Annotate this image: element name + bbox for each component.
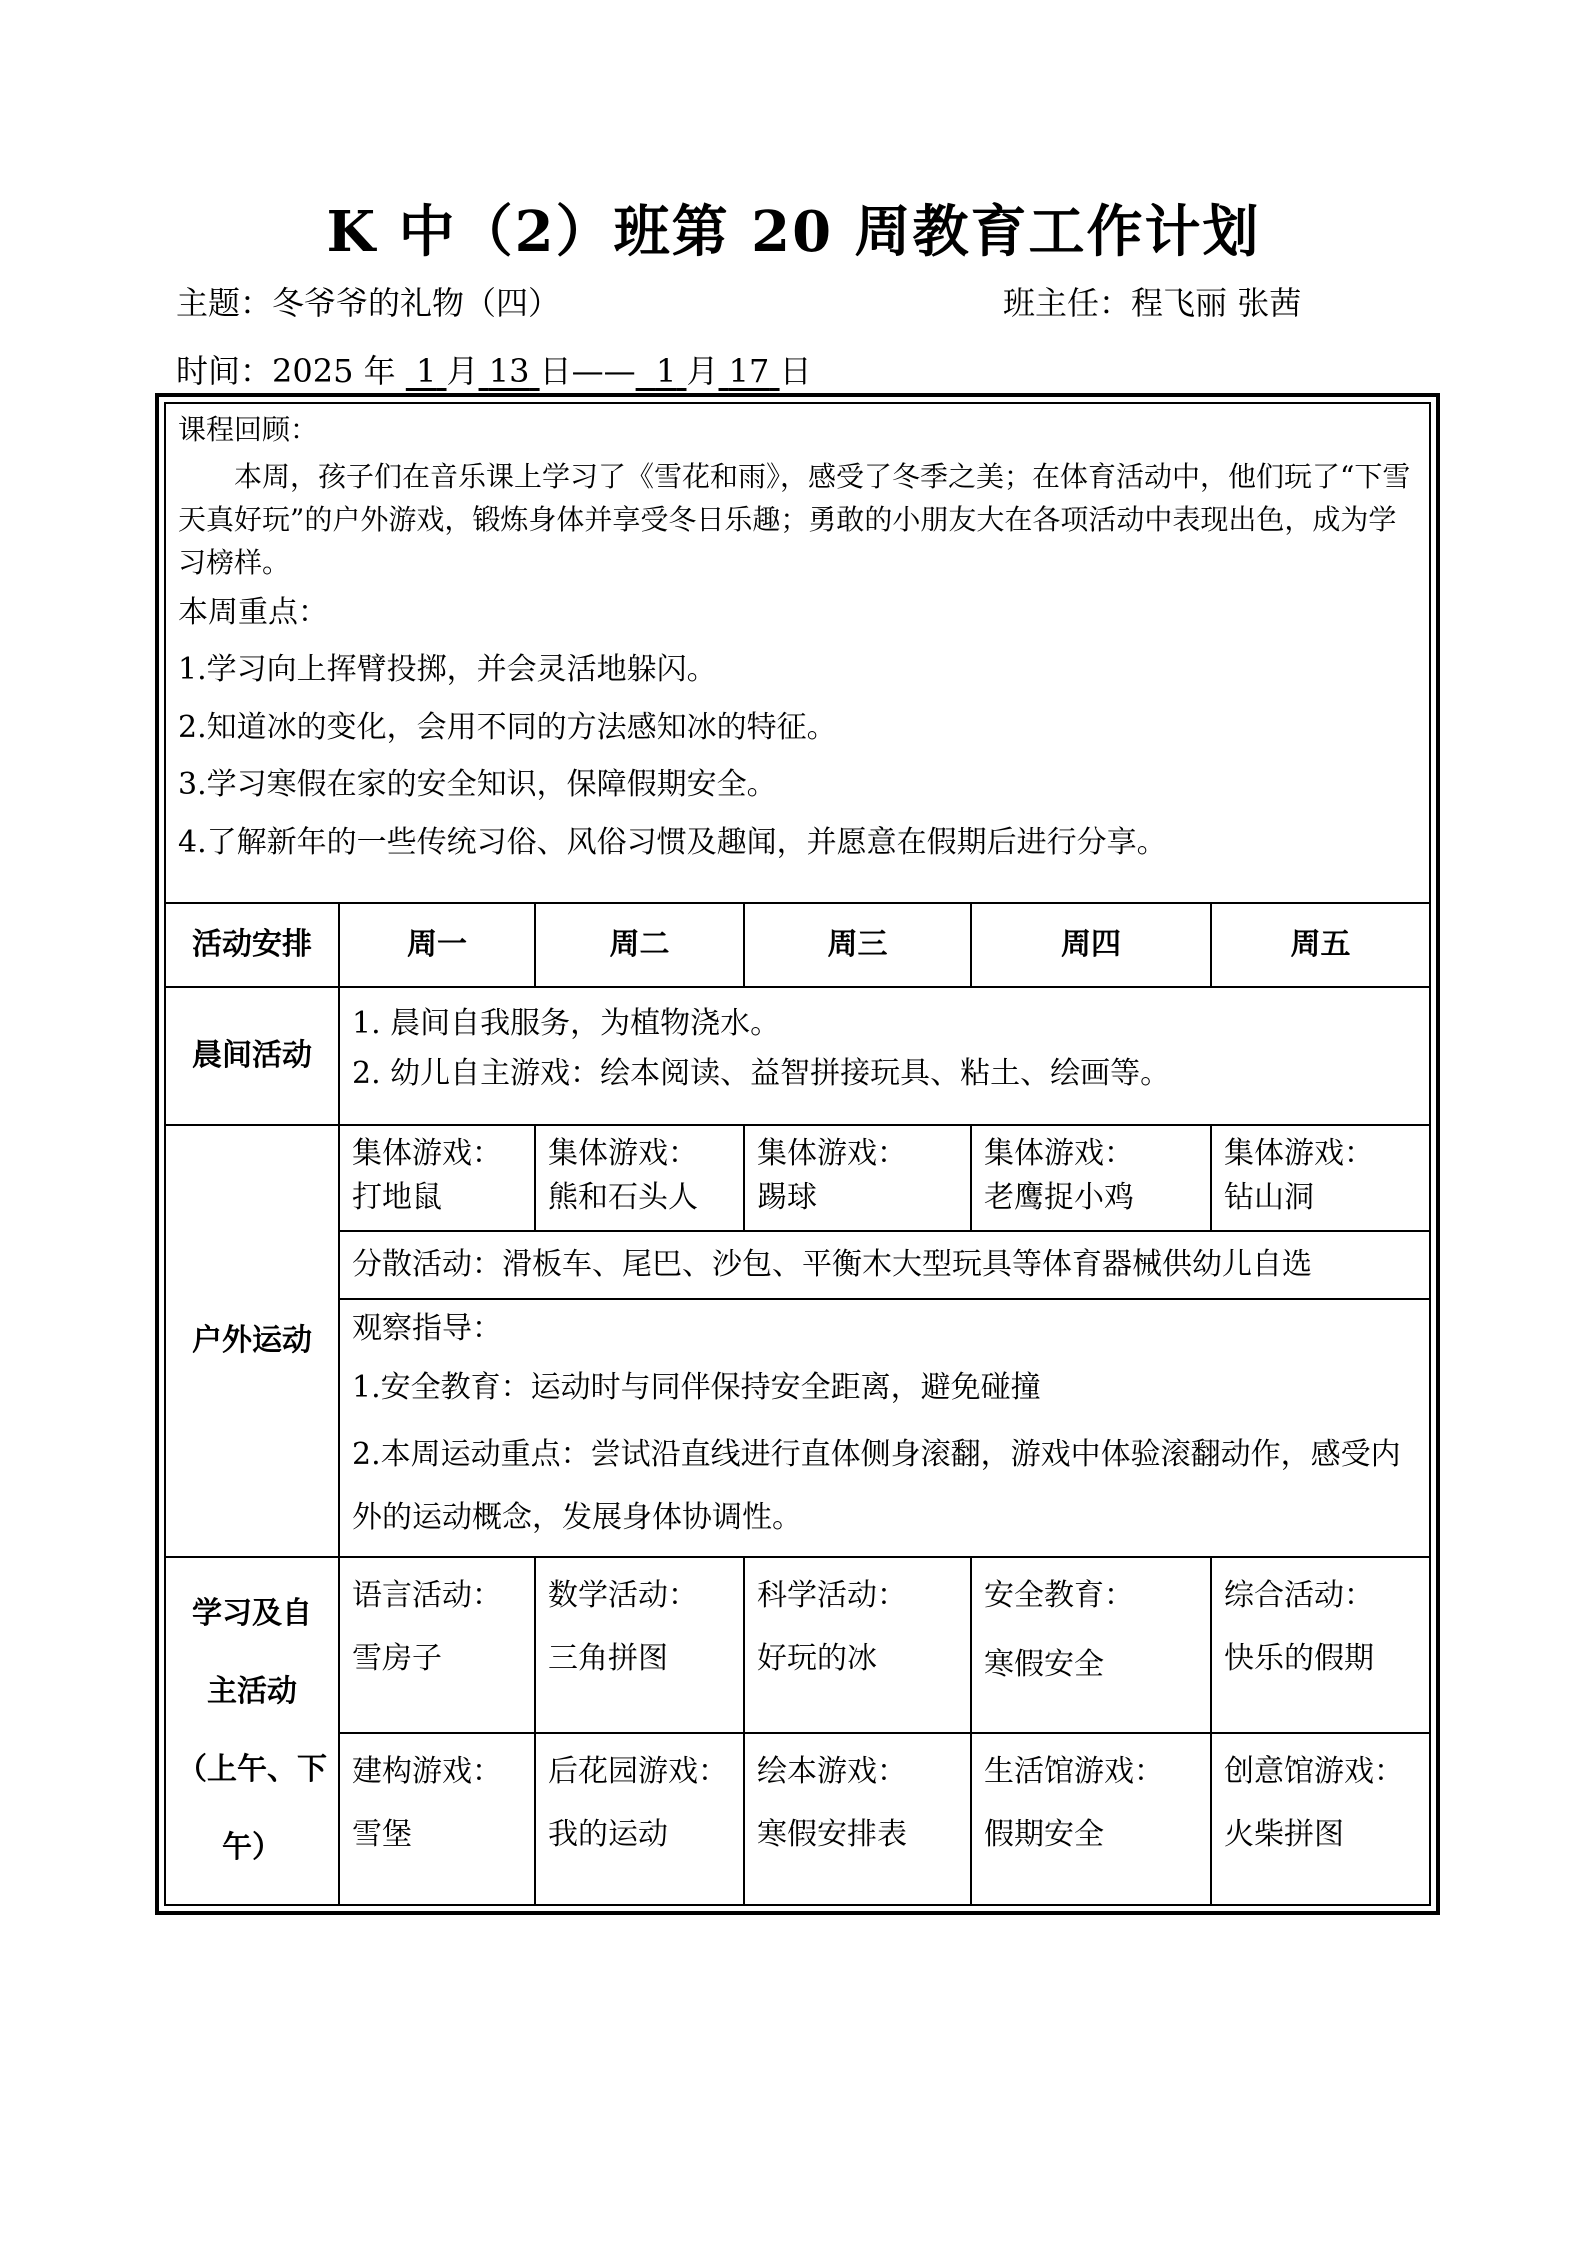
end-month-value: 1 [655,352,677,390]
day-char-2: 日 [779,352,812,390]
learning-label-line-4: 午） [222,1830,282,1865]
page-title: K 中（2）班第 20 周教育工作计划 [326,199,1261,265]
theme-value: 冬爷爷的礼物（四） [272,284,561,322]
group-game-name: 老鹰捉小鸡 [984,1179,1134,1215]
month-char-1: 月 [446,352,479,390]
group-game-mon [338,1124,536,1232]
group-game-name: 打地鼠 [352,1179,442,1215]
activity-name: 假期安全 [984,1817,1104,1852]
activity-type: 生活馆游戏： [984,1754,1164,1789]
morning-label: 晨间活动 [164,986,340,1126]
group-game-wed [743,1124,972,1232]
day-monday: 周一 [338,902,536,988]
activity-type: 创意馆游戏： [1224,1754,1404,1789]
focus-heading: 本周重点： [178,594,328,630]
guidance-heading: 观察指导： [352,1311,502,1346]
month-char-2: 月 [686,352,719,390]
group-game-name: 熊和石头人 [548,1179,698,1215]
group-game-thu [970,1124,1212,1232]
scattered-activity: 分散活动：滑板车、尾巴、沙包、平衡木大型玩具等体育器械供幼儿自选 [338,1230,1431,1300]
start-month [406,352,447,390]
review-focus-cell [164,402,1431,904]
group-game-type: 集体游戏： [352,1136,502,1171]
teacher-value: 程飞丽 张茜 [1131,284,1302,322]
day-char-1: 日 [539,352,572,390]
group-game-type: 集体游戏： [1224,1136,1374,1171]
header-activity-label: 活动安排 [164,902,340,988]
activity-name: 好玩的冰 [757,1641,877,1676]
group-game-fri [1210,1124,1431,1232]
activity-name: 寒假安全 [984,1647,1104,1682]
end-day [719,352,780,390]
group-game-name: 踢球 [757,1179,817,1215]
date-dash: —— [571,352,636,390]
game-activity-wed [743,1732,972,1906]
activity-type: 建构游戏： [352,1754,502,1789]
group-game-tue [534,1124,745,1232]
learning-label-line-2: 主活动 [207,1674,297,1709]
group-game-type: 集体游戏： [984,1136,1134,1171]
day-friday: 周五 [1210,902,1431,988]
start-day [479,352,540,390]
outdoor-label: 户外运动 [164,1124,340,1558]
guidance-item-2: 2.本周运动重点：尝试沿直线进行直体侧身滚翻，游戏中体验滚翻动作，感受内外的运动概念，发展身体协调性。 [352,1437,1401,1535]
end-day-value: 17 [728,352,770,390]
activity-type: 综合活动： [1224,1578,1374,1613]
year: 2025 年 [272,352,396,390]
game-activity-thu [970,1732,1212,1906]
activity-type: 后花园游戏： [548,1754,728,1789]
focus-item-3: 3.学习寒假在家的安全知识，保障假期安全。 [178,767,777,803]
activity-name: 雪房子 [352,1641,442,1676]
learning-activity-wed [743,1556,972,1734]
learning-label-line-3: （上午、下 [177,1752,327,1787]
group-game-type: 集体游戏： [757,1136,907,1171]
start-month-value: 1 [415,352,437,390]
activity-type: 科学活动： [757,1578,907,1613]
learning-label-line-1: 学习及自 [192,1596,312,1631]
game-activity-fri [1210,1732,1431,1906]
learning-activity-fri [1210,1556,1431,1734]
learning-activity-tue [534,1556,745,1734]
review-text: 本周，孩子们在音乐课上学习了《雪花和雨》，感受了冬季之美；在体育活动中，他们玩了“下雪天真好玩”的户外游戏，锻炼身体并享受冬日乐趣；勇敢的小朋友大在各项活动中表现出色，成为学习榜样。 [178,459,1411,580]
end-month [636,352,687,390]
activity-type: 数学活动： [548,1578,698,1613]
activity-name: 雪堡 [352,1817,412,1852]
day-thursday: 周四 [970,902,1212,988]
review-heading: 课程回顾： [178,413,319,446]
day-wednesday: 周三 [743,902,972,988]
group-game-name: 钻山洞 [1224,1179,1314,1215]
learning-activity-thu [970,1556,1212,1734]
morning-line-1: 1. 晨间自我服务，为植物浇水。 [352,1006,781,1041]
theme-label: 主题： [176,284,273,322]
activity-name: 我的运动 [548,1817,668,1852]
learning-activity-mon [338,1556,536,1734]
activity-name: 寒假安排表 [757,1817,907,1852]
teacher-line [1003,278,1301,324]
morning-line-2: 2. 幼儿自主游戏：绘本阅读、益智拼接玩具、粘土、绘画等。 [352,1055,1171,1091]
focus-item-2: 2.知道冰的变化，会用不同的方法感知冰的特征。 [178,709,837,745]
game-activity-mon [338,1732,536,1906]
learning-label [164,1556,340,1906]
focus-item-4: 4.了解新年的一些传统习俗、风俗习惯及趣闻，并愿意在假期后进行分享。 [178,824,1167,860]
start-day-value: 13 [488,352,530,390]
activity-name: 快乐的假期 [1224,1641,1374,1676]
theme-line [176,278,560,324]
activity-type: 安全教育： [984,1578,1134,1613]
activity-type: 语言活动： [352,1578,502,1613]
activity-type: 绘本游戏： [757,1754,907,1789]
morning-content [338,986,1431,1126]
group-game-type: 集体游戏： [548,1136,698,1171]
time-line [176,346,812,392]
time-label: 时间： [176,352,273,390]
game-activity-tue [534,1732,745,1906]
guidance-item-1: 1.安全教育：运动时与同伴保持安全距离，避免碰撞 [352,1369,1041,1405]
teacher-label: 班主任： [1003,284,1132,322]
activity-name: 火柴拼图 [1224,1817,1344,1852]
activity-name: 三角拼图 [548,1641,668,1676]
day-tuesday: 周二 [534,902,745,988]
observation-guidance [338,1298,1431,1558]
focus-item-1: 1.学习向上挥臂投掷，并会灵活地躲闪。 [178,652,717,688]
